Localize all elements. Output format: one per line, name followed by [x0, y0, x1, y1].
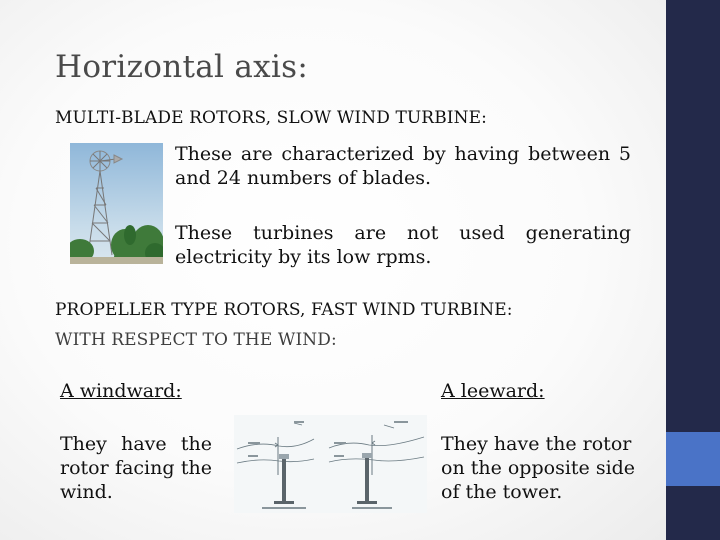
wind-respect-subheading: WITH RESPECT TO THE WIND:	[55, 330, 337, 350]
rpm-text-line2: electricity by its low rpms.	[175, 246, 432, 268]
multi-blade-heading: MULTI-BLADE ROTORS, SLOW WIND TURBINE:	[55, 108, 487, 128]
windward-text-line2: rotor facing the	[60, 457, 212, 479]
rpm-text-line1: These turbines are not used generating	[175, 222, 631, 244]
windward-text-line1: They have the	[60, 433, 212, 455]
rotor-orientation-diagram	[234, 415, 427, 513]
windward-text-line3: wind.	[60, 481, 113, 503]
leeward-text-line1: They have the rotor	[441, 433, 632, 455]
side-rail-accent	[666, 432, 720, 486]
leeward-label: A leeward:	[441, 380, 545, 402]
blades-text-line1: These are characterized by having between 5	[175, 143, 631, 165]
leeward-text-line2: on the opposite side	[441, 457, 636, 479]
windmill-photo	[70, 143, 163, 264]
slide-title: Horizontal axis:	[55, 49, 309, 85]
blades-text-line2: and 24 numbers of blades.	[175, 167, 432, 189]
leeward-text-line3: of the tower.	[441, 481, 563, 503]
windward-label: A windward:	[60, 380, 182, 402]
propeller-heading: PROPELLER TYPE ROTORS, FAST WIND TURBINE:	[55, 300, 513, 320]
